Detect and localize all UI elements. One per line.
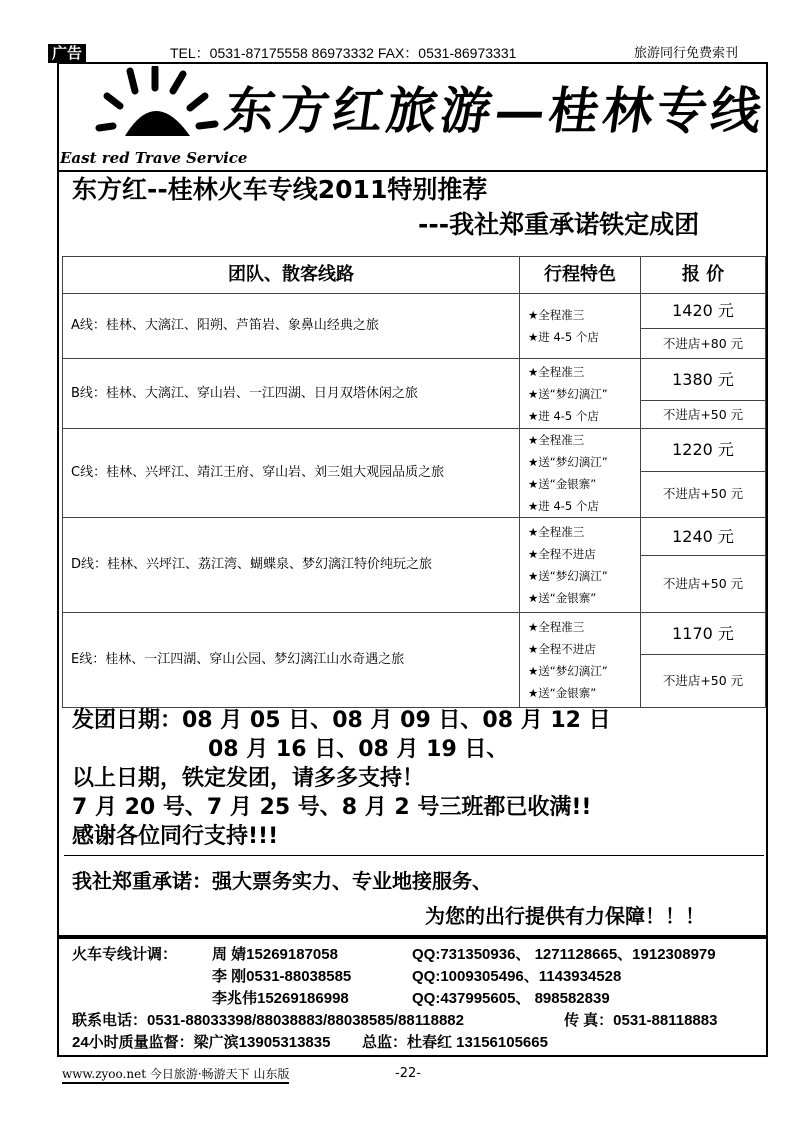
director: 总监：杜春红 13156105665 (362, 1034, 548, 1051)
price: 1420 元 (641, 294, 766, 329)
feature-item: ★全程不进店 (528, 547, 596, 561)
route-features (520, 613, 641, 708)
header-route: 团队、散客线路 (63, 257, 520, 294)
routes-table (62, 256, 766, 708)
table-row (63, 294, 766, 329)
no-shop-surcharge: 不进店+50 元 (641, 655, 766, 708)
feature-item: ★送“金银寨” (528, 591, 597, 605)
header-contact: TEL：0531-87175558 86973332 FAX：0531-86973331 (170, 44, 595, 64)
no-shop-surcharge: 不进店+80 元 (641, 329, 766, 359)
route-features (520, 429, 641, 518)
route-features (520, 359, 641, 429)
divider (57, 935, 768, 939)
page-number: -22- (395, 1066, 421, 1081)
contact-name: 李兆伟15269186998 (212, 990, 349, 1007)
feature-item: ★送“梦幻漓江” (528, 386, 608, 401)
dates-line: 以上日期，铁定发团，请多多支持！ (72, 766, 425, 791)
ad-tag: 广告 (48, 44, 86, 63)
contact-qq: QQ:437995605、 898582839 (412, 990, 610, 1007)
divider (57, 170, 768, 172)
sun-logo-icon (95, 66, 220, 146)
table-row (63, 518, 766, 556)
dates-line: 感谢各位同行支持!!! (72, 824, 279, 849)
promise-line: 我社郑重承诺：强大票务实力、专业地接服务、 (72, 869, 492, 893)
feature-item: ★全程准三 (528, 620, 585, 634)
header-features: 行程特色 (520, 257, 641, 294)
no-shop-surcharge: 不进店+50 元 (641, 471, 766, 517)
contact-name: 李 刚0531-88038585 (212, 968, 352, 985)
table-row (63, 359, 766, 401)
route-name: A线：桂林、大漓江、阳朔、芦笛岩、象鼻山经典之旅 (63, 294, 520, 359)
dates-line: 发团日期：08 月 05 日、08 月 09 日、08 月 12 日 (72, 708, 611, 733)
logo-title: 东方红旅游—桂林专线 (220, 81, 770, 140)
table-row (63, 429, 766, 472)
feature-item: ★送“梦幻漓江” (528, 569, 608, 583)
route-features (520, 294, 641, 359)
quality-supervision: 24小时质量监督：梁广滨13905313835 (72, 1034, 331, 1051)
logo-english: East red Trave Service (60, 149, 248, 167)
route-name: C线：桂林、兴坪江、靖江王府、穿山岩、刘三姐大观园品质之旅 (63, 429, 520, 518)
table-row (63, 613, 766, 655)
no-shop-surcharge: 不进店+50 元 (641, 401, 766, 429)
contacts-label: 火车专线计调： (72, 946, 178, 963)
departure-dates (72, 706, 611, 851)
feature-item: ★送“梦幻漓江” (528, 455, 608, 469)
dates-line: 08 月 16 日、08 月 19 日、 (208, 737, 509, 762)
feature-item: ★送“梦幻漓江” (528, 664, 608, 678)
contact-name: 周 婧15269187058 (212, 946, 338, 963)
price: 1170 元 (641, 613, 766, 655)
promise-line: 为您的出行提供有力保障！！！ (425, 904, 705, 928)
feature-item: ★全程准三 (528, 308, 585, 322)
feature-item: ★全程准三 (528, 433, 585, 447)
price: 1220 元 (641, 429, 766, 472)
headline: 东方红--桂林火车专线2011特别推荐 (72, 175, 488, 204)
price: 1240 元 (641, 518, 766, 556)
feature-item: ★进 4-5 个店 (528, 408, 599, 423)
table-header-row (63, 257, 766, 294)
contact-fax: 传 真：0531-88118883 (564, 1012, 718, 1029)
feature-item: ★全程准三 (528, 525, 585, 539)
contacts (72, 944, 717, 1054)
route-name: D线：桂林、兴坪江、荔江湾、蝴蝶泉、梦幻漓江特价纯玩之旅 (63, 518, 520, 613)
contact-qq: QQ:731350936、 1271128665、1912308979 (412, 946, 716, 963)
price: 1380 元 (641, 359, 766, 401)
header-free-index: 旅游同行免费索刊 (634, 46, 739, 61)
header-price: 报 价 (641, 257, 766, 294)
subheadline: ---我社郑重承诺铁定成团 (418, 210, 700, 239)
contact-qq: QQ:1009305496、1143934528 (412, 968, 622, 985)
dates-line: 7 月 20 号、7 月 25 号、8 月 2 号三班都已收满!! (72, 795, 592, 820)
route-name: E线：桂林、一江四湖、穿山公园、梦幻漓江山水奇遇之旅 (63, 613, 520, 708)
feature-item: ★进 4-5 个店 (528, 330, 599, 344)
feature-item: ★进 4-5 个店 (528, 499, 599, 513)
divider (64, 855, 764, 856)
route-name: B线：桂林、大漓江、穿山岩、一江四湖、日月双塔休闲之旅 (63, 359, 520, 429)
no-shop-surcharge: 不进店+50 元 (641, 556, 766, 613)
footer-site: www.zyoo.net 今日旅游·畅游天下 山东版 (62, 1066, 289, 1084)
feature-item: ★全程不进店 (528, 642, 596, 656)
feature-item: ★送“金银寨” (528, 477, 597, 491)
contact-phone: 联系电话：0531-88033398/88038883/88038585/88118882 (72, 1012, 464, 1029)
feature-item: ★全程准三 (528, 364, 585, 379)
feature-item: ★送“金银寨” (528, 686, 597, 700)
route-features (520, 518, 641, 613)
